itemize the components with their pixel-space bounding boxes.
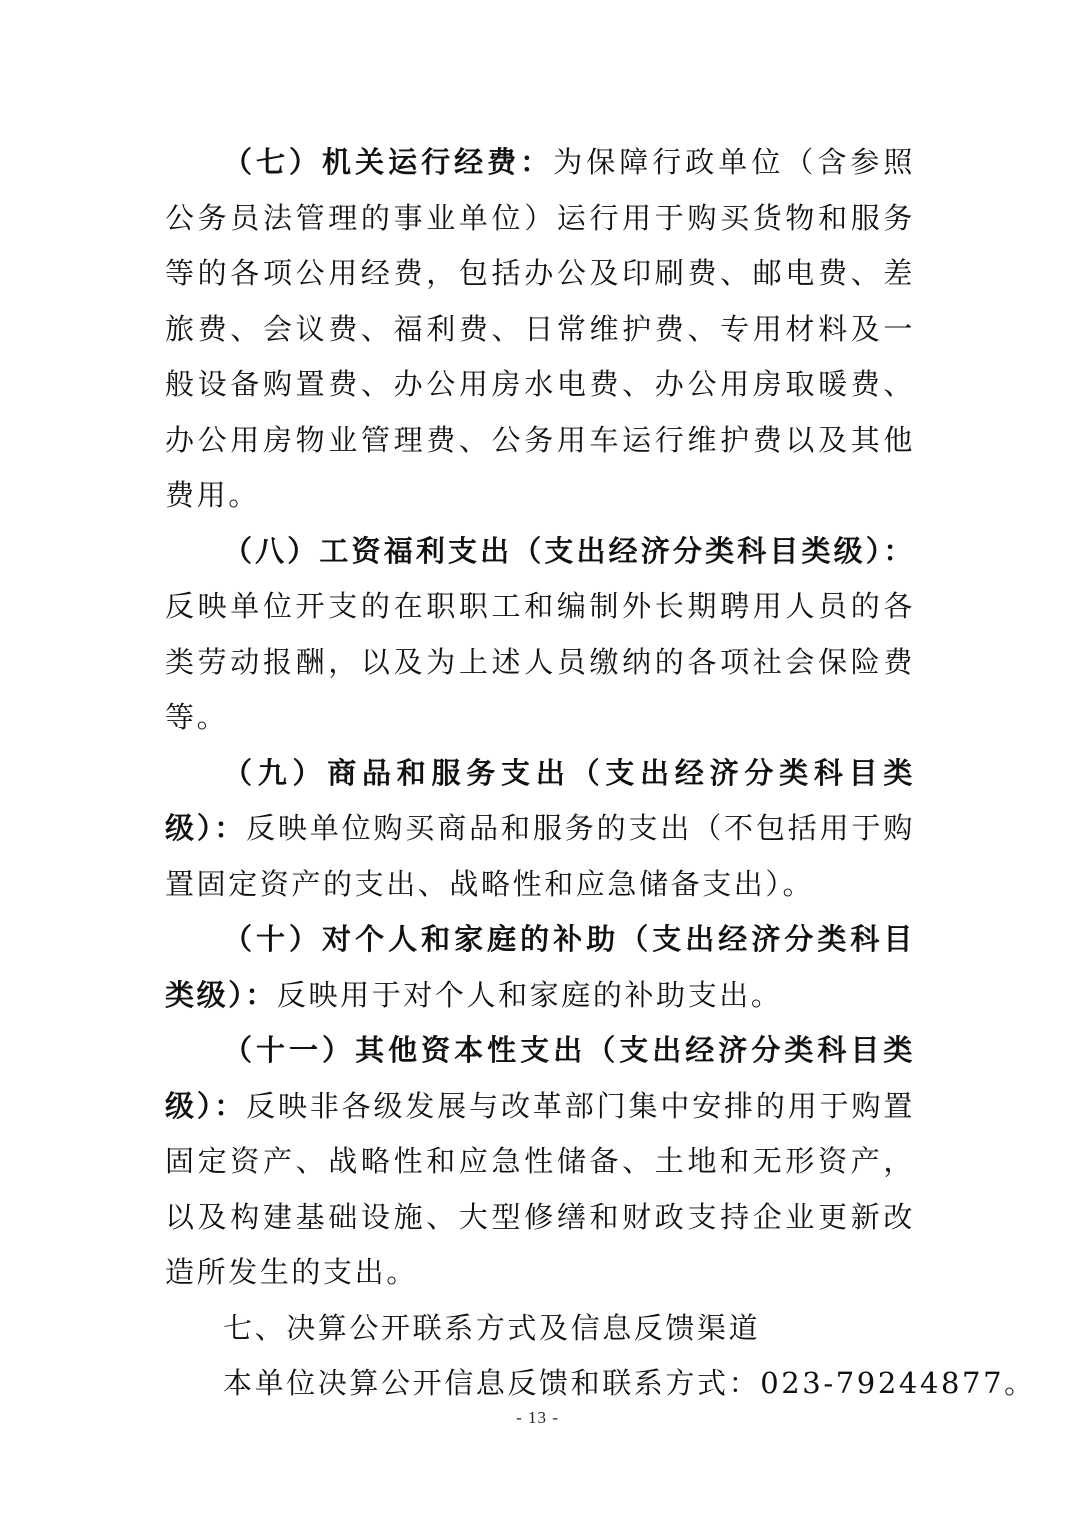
- paragraph-wages-benefits: [165, 524, 915, 746]
- contact-info: 本单位决算公开信息反馈和联系方式：023-79244877。: [223, 1366, 1036, 1400]
- paragraph-text: 为保障行政单位（含参照公务员法管理的事业单位）运行用于购买货物和服务等的各项公用经费，包括办公及印刷费、邮电费、差旅费、会议费、福利费、日常维护费、专用材料及一般设备购置费、办公用房水电费、办公用房取暖费、办公用房物业管理费、公务用车运行维护费以及其他费用。: [165, 145, 915, 512]
- paragraph-text: 反映单位购买商品和服务的支出（不包括用于购置固定资产的支出、战略性和应急储备支出）。: [165, 811, 915, 901]
- paragraph-heading: （八）工资福利支出（支出经济分类科目类级）：: [223, 533, 915, 568]
- document-body: [165, 135, 1036, 1412]
- paragraph-text: 反映用于对个人和家庭的补助支出。: [276, 977, 783, 1012]
- paragraph-capital-expenditure: [165, 1023, 915, 1301]
- paragraph-goods-services: [165, 746, 915, 913]
- paragraph-heading: （十）对个人和家庭的补助（支出经济分类科目类级）：: [165, 922, 915, 1012]
- section-heading: 七、决算公开联系方式及信息反馈渠道: [223, 1310, 761, 1345]
- paragraph-heading: （十一）其他资本性支出（支出经济分类科目类级）：: [165, 1033, 915, 1123]
- paragraph-household-subsidies: [165, 912, 915, 1023]
- page-number: - 13 -: [516, 1408, 559, 1427]
- paragraph-text: 反映非各级发展与改革部门集中安排的用于购置固定资产、战略性和应急性储备、土地和无形资产，以及构建基础设施、大型修缮和财政支持企业更新改造所发生的支出。: [165, 1088, 915, 1289]
- paragraph-heading: （九）商品和服务支出（支出经济分类科目类级）：: [165, 755, 915, 845]
- paragraph-operating-expenses: [165, 135, 915, 524]
- paragraph-heading: （七）机关运行经费：: [223, 145, 554, 179]
- paragraph-text: 反映单位开支的在职职工和编制外长期聘用人员的各类劳动报酬，以及为上述人员缴纳的各项社会保险费等。: [165, 589, 915, 734]
